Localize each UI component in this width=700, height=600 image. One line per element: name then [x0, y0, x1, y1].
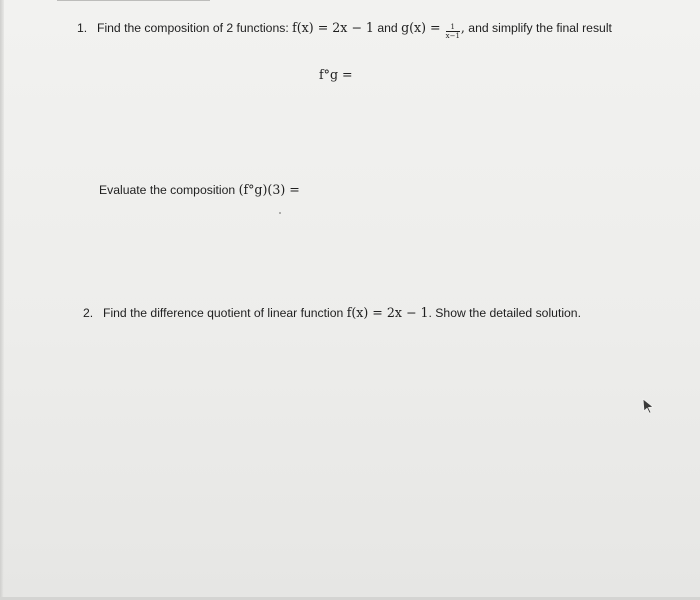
composition-expression: f°g = [319, 67, 353, 82]
top-rule [57, 0, 210, 1]
evaluate-label: Evaluate the composition [99, 183, 239, 197]
question-1-g-lhs: g(x) = [401, 20, 445, 35]
question-2-tail: . Show the detailed solution. [428, 306, 581, 320]
mouse-pointer-icon [641, 398, 655, 414]
question-1 [77, 20, 612, 40]
question-1-g-fraction [446, 23, 460, 40]
g-denominator: x−1 [445, 32, 460, 40]
question-1-f-definition: f(x) = 2x − 1 [292, 20, 374, 35]
evaluate-line [99, 182, 300, 197]
question-2-f-definition: f(x) = 2x − 1 [346, 305, 429, 320]
g-numerator: 1 [446, 23, 460, 32]
speck [279, 212, 281, 214]
question-1-comma: , [460, 20, 465, 35]
question-1-tail: and simplify the final result [464, 21, 612, 35]
evaluate-expression: (f°g)(3) = [238, 182, 300, 197]
question-2-lead: Find the difference quotient of linear function [103, 306, 347, 320]
question-1-lead: Find the composition of 2 functions: [97, 21, 293, 35]
question-1-and: and [373, 21, 402, 35]
question-1-number: 1. [77, 21, 88, 35]
question-2 [83, 305, 581, 320]
question-2-number: 2. [83, 306, 94, 320]
page-left-edge [0, 0, 4, 600]
